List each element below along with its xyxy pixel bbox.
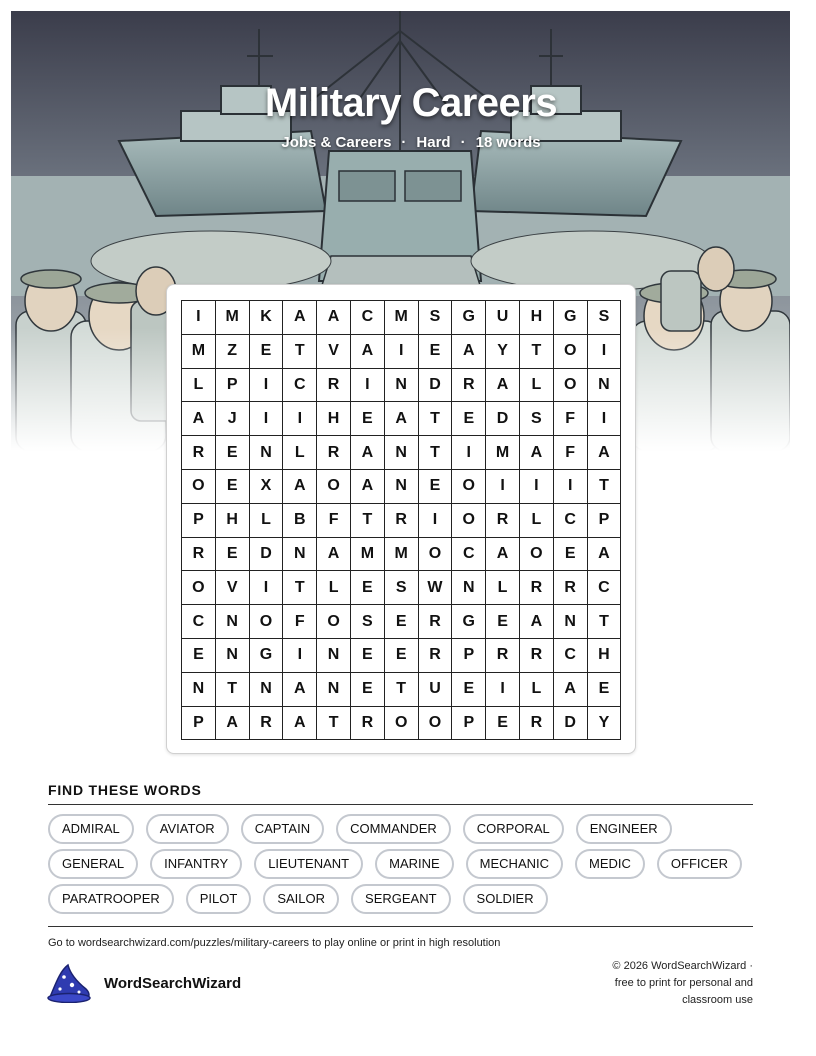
grid-cell[interactable]: J [215, 402, 249, 436]
word-chip: SOLDIER [463, 884, 548, 914]
grid-cell[interactable]: C [182, 605, 216, 639]
copyright-notice [583, 958, 753, 1009]
separator-dot: · [460, 134, 466, 151]
grid-cell[interactable]: E [418, 469, 452, 503]
word-chip: AVIATOR [146, 814, 229, 844]
grid-cell[interactable]: O [553, 334, 587, 368]
grid-cell[interactable]: E [350, 638, 384, 672]
grid-cell[interactable]: M [182, 334, 216, 368]
grid-cell[interactable]: T [587, 605, 621, 639]
grid-cell[interactable]: E [486, 706, 520, 740]
grid-cell[interactable]: U [418, 672, 452, 706]
word-chip: COMMANDER [336, 814, 451, 844]
grid-cell[interactable]: E [384, 605, 418, 639]
grid-cell[interactable]: R [249, 706, 283, 740]
word-chip: PARATROOPER [48, 884, 174, 914]
word-chip: CORPORAL [463, 814, 564, 844]
grid-cell[interactable]: D [418, 368, 452, 402]
grid-cell[interactable]: R [317, 436, 351, 470]
grid-cell[interactable]: L [182, 368, 216, 402]
grid-cell[interactable]: F [283, 605, 317, 639]
grid-row [182, 638, 621, 672]
grid-cell[interactable]: I [587, 402, 621, 436]
word-chip: LIEUTENANT [254, 849, 363, 879]
word-chip: OFFICER [657, 849, 742, 879]
grid-cell[interactable]: R [182, 436, 216, 470]
grid-cell[interactable]: T [384, 672, 418, 706]
grid-cell[interactable]: R [182, 537, 216, 571]
grid-cell[interactable]: O [418, 706, 452, 740]
grid-cell[interactable]: C [553, 503, 587, 537]
grid-cell[interactable]: A [452, 334, 486, 368]
grid-cell[interactable]: D [553, 706, 587, 740]
grid-cell[interactable]: O [384, 706, 418, 740]
grid-cell[interactable]: E [553, 537, 587, 571]
grid-cell[interactable]: R [519, 571, 553, 605]
grid-cell[interactable]: E [350, 571, 384, 605]
grid-cell[interactable]: E [452, 402, 486, 436]
grid-cell[interactable]: C [350, 301, 384, 335]
copyright-line: © 2026 WordSearchWizard · [612, 960, 753, 972]
grid-cell[interactable]: R [519, 638, 553, 672]
grid-cell[interactable]: A [486, 368, 520, 402]
grid-cell[interactable]: I [283, 402, 317, 436]
difficulty-label: Hard [416, 134, 451, 151]
grid-cell[interactable]: G [249, 638, 283, 672]
puzzle-meta [11, 134, 790, 151]
grid-cell[interactable]: D [486, 402, 520, 436]
grid-cell[interactable]: T [587, 469, 621, 503]
grid-cell[interactable]: H [215, 503, 249, 537]
grid-cell[interactable]: A [587, 537, 621, 571]
grid-cell[interactable]: O [317, 469, 351, 503]
grid-cell[interactable]: T [418, 436, 452, 470]
grid-cell[interactable]: Y [587, 706, 621, 740]
grid-cell[interactable]: N [182, 672, 216, 706]
grid-cell[interactable]: T [418, 402, 452, 436]
grid-cell[interactable]: S [519, 402, 553, 436]
grid-cell[interactable]: A [486, 537, 520, 571]
grid-cell[interactable]: B [283, 503, 317, 537]
grid-cell[interactable]: F [317, 503, 351, 537]
grid-cell[interactable]: A [587, 436, 621, 470]
grid-cell[interactable]: R [350, 706, 384, 740]
grid-cell[interactable]: E [587, 672, 621, 706]
grid-cell[interactable]: E [452, 672, 486, 706]
divider [48, 926, 753, 927]
letter-grid[interactable] [181, 300, 621, 740]
grid-cell[interactable]: S [384, 571, 418, 605]
grid-cell[interactable]: E [215, 469, 249, 503]
grid-cell[interactable]: R [519, 706, 553, 740]
grid-cell[interactable]: E [486, 605, 520, 639]
grid-cell[interactable]: N [215, 605, 249, 639]
grid-cell[interactable]: G [452, 605, 486, 639]
grid-cell[interactable]: R [418, 638, 452, 672]
grid-cell[interactable]: P [182, 706, 216, 740]
grid-row [182, 571, 621, 605]
grid-cell[interactable]: I [519, 469, 553, 503]
grid-cell[interactable]: M [350, 537, 384, 571]
grid-cell[interactable]: H [587, 638, 621, 672]
grid-cell[interactable]: O [182, 469, 216, 503]
grid-cell[interactable]: A [384, 402, 418, 436]
grid-cell[interactable]: I [350, 368, 384, 402]
grid-cell[interactable]: G [452, 301, 486, 335]
grid-cell[interactable]: I [249, 368, 283, 402]
grid-cell[interactable]: S [587, 301, 621, 335]
grid-cell[interactable]: N [384, 368, 418, 402]
grid-cell[interactable]: I [418, 503, 452, 537]
grid-row [182, 537, 621, 571]
grid-cell[interactable]: U [486, 301, 520, 335]
copyright-line: free to print for personal and [614, 977, 753, 989]
grid-cell[interactable]: L [486, 571, 520, 605]
grid-cell[interactable]: L [519, 503, 553, 537]
grid-row [182, 301, 621, 335]
grid-cell[interactable]: T [519, 334, 553, 368]
grid-cell[interactable]: I [249, 402, 283, 436]
grid-cell[interactable]: O [418, 537, 452, 571]
grid-cell[interactable]: A [182, 402, 216, 436]
grid-cell[interactable]: H [519, 301, 553, 335]
grid-row [182, 503, 621, 537]
grid-cell[interactable]: N [215, 638, 249, 672]
grid-cell[interactable]: I [486, 672, 520, 706]
word-chip: SERGEANT [351, 884, 451, 914]
divider [48, 804, 753, 805]
grid-cell[interactable]: I [553, 469, 587, 503]
grid-cell[interactable]: F [553, 436, 587, 470]
grid-cell[interactable]: S [350, 605, 384, 639]
grid-cell[interactable]: R [418, 605, 452, 639]
grid-cell[interactable]: M [215, 301, 249, 335]
grid-cell[interactable]: A [283, 301, 317, 335]
grid-cell[interactable]: C [553, 638, 587, 672]
grid-cell[interactable]: E [182, 638, 216, 672]
puzzle-grid-card [166, 284, 636, 754]
grid-row [182, 368, 621, 402]
grid-cell[interactable]: O [182, 571, 216, 605]
grid-cell[interactable]: R [486, 503, 520, 537]
word-chip: GENERAL [48, 849, 138, 879]
grid-cell[interactable]: L [317, 571, 351, 605]
grid-cell[interactable]: N [587, 368, 621, 402]
grid-cell[interactable]: M [486, 436, 520, 470]
grid-cell[interactable]: D [249, 537, 283, 571]
grid-cell[interactable]: I [452, 436, 486, 470]
grid-cell[interactable]: N [384, 436, 418, 470]
grid-cell[interactable]: E [418, 334, 452, 368]
grid-row [182, 402, 621, 436]
brand-name: WordSearchWizard [104, 974, 242, 992]
grid-cell[interactable]: A [283, 469, 317, 503]
grid-cell[interactable]: A [519, 436, 553, 470]
grid-cell[interactable]: K [249, 301, 283, 335]
play-online-link[interactable]: Go to wordsearchwizard.com/puzzles/military-careers to play online or print in high resolution [48, 937, 501, 949]
word-chip: CAPTAIN [241, 814, 324, 844]
grid-cell[interactable]: C [283, 368, 317, 402]
word-count-label: 18 words [475, 134, 541, 151]
grid-cell[interactable]: F [553, 402, 587, 436]
puzzle-title: Military Careers [264, 81, 558, 125]
grid-cell[interactable]: O [452, 469, 486, 503]
grid-row [182, 706, 621, 740]
grid-cell[interactable]: T [215, 672, 249, 706]
word-list-heading: FIND THESE WORDS [48, 782, 202, 798]
grid-cell[interactable]: P [587, 503, 621, 537]
grid-cell[interactable]: V [215, 571, 249, 605]
grid-cell[interactable]: E [249, 334, 283, 368]
grid-cell[interactable]: P [452, 638, 486, 672]
grid-cell[interactable]: L [283, 436, 317, 470]
grid-cell[interactable]: T [283, 571, 317, 605]
grid-cell[interactable]: A [519, 605, 553, 639]
grid-cell[interactable]: A [317, 301, 351, 335]
grid-cell[interactable]: R [384, 503, 418, 537]
grid-cell[interactable]: X [249, 469, 283, 503]
grid-cell[interactable]: E [384, 638, 418, 672]
grid-cell[interactable]: Y [486, 334, 520, 368]
grid-cell[interactable]: N [283, 537, 317, 571]
grid-cell[interactable]: I [182, 301, 216, 335]
grid-cell[interactable]: T [283, 334, 317, 368]
grid-cell[interactable]: A [283, 706, 317, 740]
word-chip: SAILOR [263, 884, 339, 914]
separator-dot: · [401, 134, 407, 151]
copyright-line: classroom use [682, 994, 753, 1006]
grid-cell[interactable]: R [317, 368, 351, 402]
grid-cell[interactable]: A [350, 469, 384, 503]
grid-cell[interactable]: O [553, 368, 587, 402]
word-chip: INFANTRY [150, 849, 242, 879]
grid-cell[interactable]: W [418, 571, 452, 605]
brand-logo[interactable] [46, 963, 241, 1003]
grid-cell[interactable]: O [317, 605, 351, 639]
grid-cell[interactable]: A [215, 706, 249, 740]
grid-cell[interactable]: O [452, 503, 486, 537]
grid-cell[interactable]: P [215, 368, 249, 402]
grid-cell[interactable]: R [553, 571, 587, 605]
grid-cell[interactable]: L [519, 368, 553, 402]
grid-row [182, 672, 621, 706]
grid-cell[interactable]: A [350, 436, 384, 470]
grid-cell[interactable]: I [587, 334, 621, 368]
word-chip: ADMIRAL [48, 814, 134, 844]
grid-cell[interactable]: A [317, 537, 351, 571]
grid-cell[interactable]: Z [215, 334, 249, 368]
grid-cell[interactable]: C [587, 571, 621, 605]
grid-cell[interactable]: N [249, 436, 283, 470]
grid-row [182, 605, 621, 639]
word-chip: MARINE [375, 849, 454, 879]
wizard-hat-icon [46, 963, 92, 1003]
grid-row [182, 436, 621, 470]
grid-cell[interactable]: M [384, 301, 418, 335]
grid-cell[interactable]: N [384, 469, 418, 503]
grid-cell[interactable]: E [350, 402, 384, 436]
grid-cell[interactable]: T [317, 706, 351, 740]
grid-cell[interactable]: I [486, 469, 520, 503]
grid-cell[interactable]: S [418, 301, 452, 335]
grid-cell[interactable]: I [283, 638, 317, 672]
grid-cell[interactable]: N [553, 605, 587, 639]
grid-cell[interactable]: I [249, 571, 283, 605]
grid-cell[interactable]: L [249, 503, 283, 537]
grid-cell[interactable]: G [553, 301, 587, 335]
word-chip: ENGINEER [576, 814, 672, 844]
grid-cell[interactable]: A [553, 672, 587, 706]
grid-cell[interactable]: P [182, 503, 216, 537]
grid-cell[interactable]: L [519, 672, 553, 706]
grid-cell[interactable]: P [452, 706, 486, 740]
word-chip: MECHANIC [466, 849, 563, 879]
grid-cell[interactable]: O [249, 605, 283, 639]
grid-cell[interactable]: R [452, 368, 486, 402]
grid-cell[interactable]: O [519, 537, 553, 571]
word-chip: MEDIC [575, 849, 645, 879]
grid-row [182, 469, 621, 503]
grid-cell[interactable]: E [215, 436, 249, 470]
grid-cell[interactable]: T [350, 503, 384, 537]
grid-cell[interactable]: N [317, 672, 351, 706]
grid-cell[interactable]: E [215, 537, 249, 571]
grid-cell[interactable]: A [283, 672, 317, 706]
grid-cell[interactable]: M [384, 537, 418, 571]
grid-cell[interactable]: V [317, 334, 351, 368]
grid-cell[interactable]: I [384, 334, 418, 368]
grid-cell[interactable]: N [249, 672, 283, 706]
grid-cell[interactable]: A [350, 334, 384, 368]
grid-cell[interactable]: R [486, 638, 520, 672]
grid-cell[interactable]: N [452, 571, 486, 605]
word-chip: PILOT [186, 884, 252, 914]
category-label: Jobs & Careers [281, 134, 392, 151]
grid-cell[interactable]: E [350, 672, 384, 706]
grid-cell[interactable]: N [317, 638, 351, 672]
grid-row [182, 334, 621, 368]
grid-cell[interactable]: H [317, 402, 351, 436]
grid-cell[interactable]: C [452, 537, 486, 571]
word-list [48, 814, 760, 914]
